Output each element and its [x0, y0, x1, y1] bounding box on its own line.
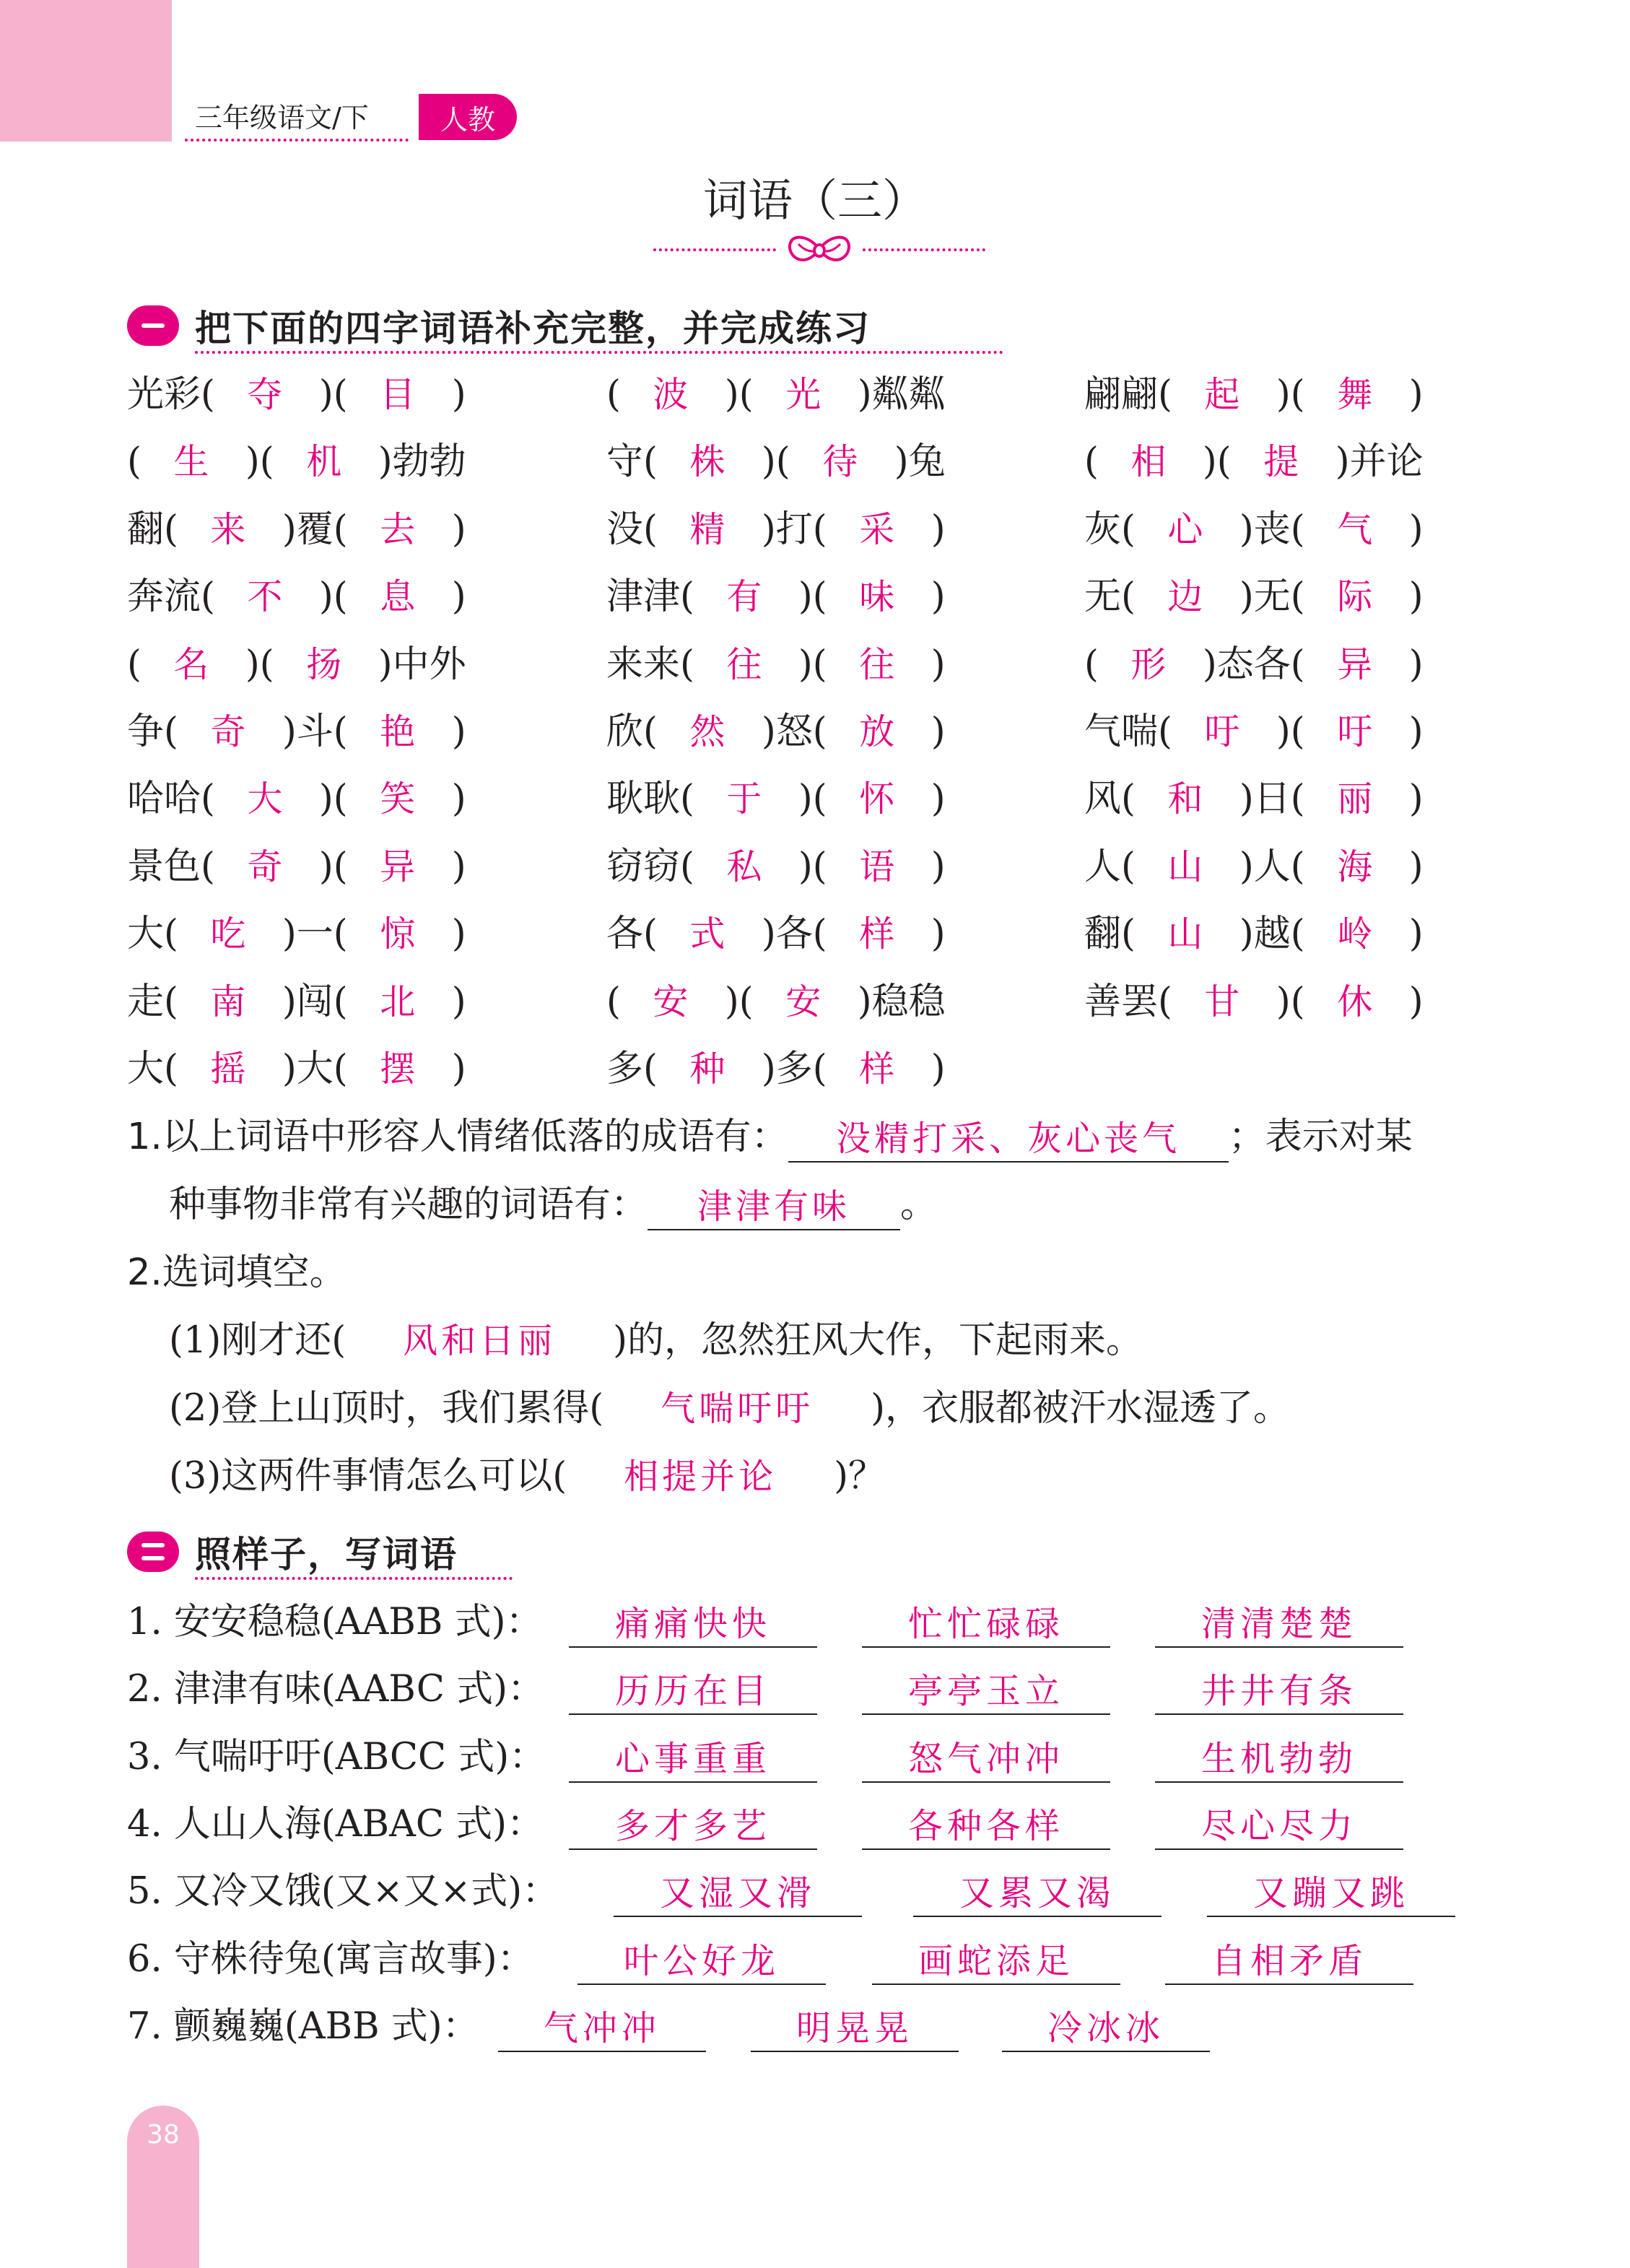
idiom-fill: 有: [726, 576, 767, 618]
idiom-text: 光彩(: [127, 373, 215, 416]
pattern-answer: 亭亭玉立: [862, 1669, 1110, 1715]
idiom-fill: 形: [1130, 643, 1171, 685]
section-1-underline: [195, 351, 1003, 354]
question-2-item-1-prefix: (1)刚才还(: [169, 1319, 347, 1362]
idiom-fill: 往: [726, 643, 767, 685]
idiom-text: ): [451, 373, 466, 416]
idiom-text: )日(: [1239, 778, 1305, 821]
question-2-number: 2.: [127, 1251, 162, 1294]
pattern-answer: 多才多艺: [569, 1804, 817, 1850]
idiom-text: ): [1408, 575, 1424, 619]
idiom-text: )越(: [1239, 913, 1305, 956]
idiom-text: )(: [798, 778, 827, 821]
idiom-fill: 惊: [380, 913, 420, 955]
idiom-text: )(: [318, 845, 348, 888]
idiom-fill: 于: [726, 778, 767, 820]
idiom-fill: 放: [859, 711, 899, 752]
idiom-item: [127, 774, 466, 825]
idiom-item: [606, 977, 946, 1027]
idiom-text: ): [1408, 980, 1424, 1023]
idiom-item: [1084, 707, 1424, 757]
idiom-item: [1084, 909, 1424, 960]
idiom-fill: 心: [1167, 508, 1208, 550]
idiom-fill: 奇: [210, 711, 250, 752]
idiom-text: 景色(: [127, 845, 215, 888]
question-2-heading: [127, 1248, 347, 1298]
question-2-item-2-answer: 气喘吁吁: [661, 1389, 814, 1429]
idiom-fill: 待: [822, 441, 863, 483]
pattern-answer: 气冲冲: [498, 2006, 706, 2052]
idiom-item: [606, 437, 946, 487]
idiom-fill: 来: [210, 508, 250, 550]
idiom-item: [127, 842, 466, 892]
idiom-text: 大(: [127, 1048, 178, 1090]
question-1-line-1: [127, 1112, 1413, 1163]
idiom-item: [606, 707, 946, 757]
idiom-fill: 甘: [1204, 981, 1245, 1022]
idiom-text: )斗(: [282, 711, 348, 753]
question-2-item-1-suffix: )的，忽然狂风大作，下起雨来。: [613, 1319, 1143, 1362]
idiom-item: [1084, 505, 1424, 555]
idiom-text: ): [451, 913, 466, 956]
idiom-fill: 波: [653, 374, 693, 415]
question-2-item-1: [169, 1316, 1143, 1366]
idiom-item: [127, 572, 466, 622]
idiom-text: )(: [1276, 373, 1305, 416]
idiom-text: )兔: [894, 440, 946, 484]
question-2-item-3-suffix: )？: [834, 1455, 886, 1498]
idiom-text: 人(: [1084, 845, 1136, 888]
question-1-number: 1.: [127, 1116, 162, 1158]
idiom-text: )无(: [1239, 575, 1305, 619]
header-divider: [185, 139, 409, 142]
pattern-answer: 自相矛盾: [1165, 1939, 1413, 1985]
idiom-text: )(: [318, 778, 348, 821]
idiom-text: )大(: [282, 1048, 348, 1090]
idiom-fill: 山: [1167, 846, 1208, 887]
idiom-fill: 异: [1337, 643, 1377, 685]
idiom-text: )(: [318, 575, 348, 619]
idiom-text: )勃勃: [378, 440, 466, 484]
idiom-fill: 怀: [859, 778, 899, 820]
pattern-answer: 生机勃勃: [1155, 1737, 1403, 1783]
idiom-text: 争(: [127, 711, 178, 753]
pattern-answer: 清清楚楚: [1155, 1602, 1403, 1648]
idiom-text: 多(: [606, 1048, 658, 1090]
idiom-text: )稳稳: [857, 980, 946, 1023]
idiom-fill: 山: [1167, 913, 1208, 955]
pattern-answer: 痛痛快快: [569, 1602, 817, 1648]
idiom-fill: 海: [1337, 846, 1377, 887]
idiom-text: (: [1084, 643, 1099, 686]
idiom-text: 灰(: [1084, 508, 1136, 551]
idiom-text: ): [451, 845, 466, 888]
idiom-fill: 摇: [210, 1048, 250, 1090]
idiom-fill: 提: [1263, 441, 1304, 483]
idiom-fill: 吃: [210, 913, 250, 955]
question-2-item-3-prefix: (3)这两件事情怎么可以(: [169, 1455, 567, 1498]
idiom-item: [606, 774, 946, 825]
idiom-fill: 夺: [247, 374, 287, 415]
idiom-item: [1084, 842, 1424, 892]
idiom-fill: 样: [859, 913, 899, 955]
idiom-item: [127, 707, 466, 757]
idiom-item: [606, 505, 946, 555]
idiom-text: 走(: [127, 980, 178, 1023]
idiom-fill: 丽: [1337, 778, 1377, 820]
pattern-label: 3. 气喘吁吁(ABCC 式)：: [127, 1735, 546, 1778]
idiom-text: )丧(: [1239, 508, 1305, 551]
idiom-fill: 名: [173, 643, 214, 685]
idiom-text: ): [451, 711, 466, 753]
idiom-fill: 奇: [247, 846, 287, 887]
pattern-answer: 叶公好龙: [578, 1939, 826, 1985]
idiom-item: [1084, 370, 1424, 420]
pattern-label: 2. 津津有味(AABC 式)：: [127, 1668, 544, 1711]
idiom-text: 没(: [606, 508, 658, 551]
idiom-item: [606, 640, 946, 690]
idiom-fill: 语: [859, 846, 899, 887]
pattern-answer: 画蛇添足: [872, 1939, 1120, 1985]
idiom-fill: 样: [859, 1048, 899, 1090]
page-title: 词语（三）: [702, 174, 927, 227]
idiom-item: [1084, 977, 1424, 1027]
idiom-fill: 和: [1167, 778, 1208, 820]
idiom-item: [1084, 437, 1424, 487]
idiom-item: [1084, 640, 1424, 690]
idiom-text: )(: [1202, 440, 1232, 484]
idiom-text: 风(: [1084, 778, 1136, 821]
idiom-fill: 光: [785, 374, 826, 415]
idiom-fill: 采: [859, 508, 899, 550]
idiom-fill: 起: [1204, 374, 1245, 415]
idiom-text: (: [127, 440, 141, 484]
idiom-text: ): [931, 845, 946, 888]
pattern-answer: 忙忙碌碌: [862, 1602, 1110, 1648]
idiom-text: )(: [724, 373, 754, 416]
idiom-text: 各(: [606, 913, 658, 956]
idiom-text: (: [127, 643, 141, 686]
section-2-badge: [127, 1531, 179, 1572]
idiom-text: )(: [245, 643, 274, 686]
section-1-badge: [127, 305, 179, 346]
idiom-item: [127, 505, 466, 555]
idiom-text: )人(: [1239, 845, 1305, 888]
idiom-item: [606, 842, 946, 892]
idiom-text: )怒(: [761, 711, 827, 753]
idiom-text: 欣(: [606, 711, 658, 753]
idiom-fill: 生: [173, 441, 214, 483]
idiom-text: 无(: [1084, 575, 1136, 619]
bow-icon: [785, 231, 853, 269]
idiom-fill: 艳: [380, 711, 420, 752]
idiom-text: )(: [798, 575, 827, 619]
idiom-fill: 种: [689, 1048, 730, 1090]
section-2-title: 照样子，写词语: [195, 1534, 458, 1576]
idiom-text: )打(: [761, 508, 827, 551]
question-1-answer-2: 津津有味: [648, 1184, 900, 1230]
idiom-fill: 休: [1337, 981, 1377, 1022]
idiom-text: 哈哈(: [127, 778, 215, 821]
idiom-fill: 摆: [380, 1048, 420, 1090]
idiom-fill: 安: [785, 981, 826, 1022]
pattern-label: 6. 守株待兔(寓言故事)：: [127, 1937, 534, 1981]
section-1-header: [127, 300, 871, 351]
idiom-item: [127, 1044, 466, 1095]
idiom-text: ): [451, 508, 466, 551]
idiom-text: )闯(: [282, 980, 348, 1023]
idiom-fill: 目: [380, 374, 420, 415]
idiom-fill: 息: [380, 576, 420, 618]
pattern-answer: 冷冰冰: [1002, 2006, 1210, 2052]
idiom-text: 窃窃(: [606, 845, 694, 888]
idiom-fill: 南: [210, 981, 250, 1022]
idiom-text: )(: [1276, 711, 1305, 753]
idiom-text: ): [931, 711, 946, 753]
question-1-line-2: [169, 1180, 937, 1230]
idiom-fill: 异: [380, 846, 420, 887]
idiom-text: )(: [318, 373, 348, 416]
idiom-text: )覆(: [282, 508, 348, 551]
pattern-label: 1. 安安稳稳(AABB 式)：: [127, 1601, 543, 1643]
idiom-item: [1084, 774, 1424, 825]
pattern-answer: 又蹦又跳: [1207, 1871, 1455, 1917]
idiom-fill: 气: [1337, 508, 1377, 550]
pattern-answer: 又湿又滑: [614, 1871, 862, 1917]
idiom-text: ): [1408, 643, 1424, 686]
idiom-text: )(: [798, 845, 827, 888]
idiom-text: )(: [1276, 980, 1305, 1023]
idiom-text: ): [451, 575, 466, 619]
question-2-text: 选词填空。: [162, 1251, 347, 1294]
idiom-fill: 北: [380, 981, 420, 1022]
idiom-text: 奔流(: [127, 575, 215, 619]
idiom-fill: 然: [689, 711, 730, 752]
pattern-answer: 明晃晃: [751, 2006, 959, 2052]
idiom-item: [606, 909, 946, 960]
idiom-fill: 舞: [1337, 374, 1377, 415]
idiom-text: (: [606, 373, 621, 416]
idiom-fill: 笑: [380, 778, 420, 820]
idiom-fill: 安: [653, 981, 693, 1022]
idiom-text: 守(: [606, 440, 658, 484]
idiom-fill: 边: [1167, 576, 1208, 618]
idiom-text: 翩翩(: [1084, 373, 1172, 416]
idiom-fill: 岭: [1337, 913, 1377, 955]
idiom-text: )(: [798, 643, 827, 686]
question-2-item-2-prefix: (2)登上山顶时，我们累得(: [169, 1387, 604, 1430]
pattern-answer: 心事重重: [569, 1737, 817, 1783]
question-1-text-2: 种事物非常有兴趣的词语有：: [169, 1183, 648, 1226]
idiom-text: ): [1408, 508, 1424, 551]
idiom-text: )多(: [761, 1048, 827, 1090]
idiom-fill: 际: [1337, 576, 1377, 618]
question-1-text: 以上词语中形容人情绪低落的成语有：: [162, 1116, 788, 1158]
idiom-text: ): [931, 778, 946, 821]
pattern-label: 4. 人山人海(ABAC 式)：: [127, 1802, 544, 1846]
idiom-fill: 相: [1130, 441, 1171, 483]
pattern-label: 5. 又冷又饿(又×又×式)：: [127, 1870, 559, 1913]
idiom-fill: 去: [380, 508, 420, 550]
idiom-fill: 往: [859, 643, 899, 685]
idiom-fill: 私: [726, 846, 767, 887]
grade-subject-label: 三年级语文/下: [195, 102, 369, 134]
pattern-answer: 又累又渴: [913, 1871, 1162, 1917]
pattern-answer: 怒气冲冲: [862, 1737, 1110, 1783]
idiom-text: ): [451, 1048, 466, 1090]
section-2-underline: [195, 1577, 513, 1580]
idiom-item: [1084, 572, 1424, 622]
idiom-text: ): [931, 508, 946, 551]
idiom-fill: 式: [689, 913, 730, 955]
idiom-item: [127, 437, 466, 487]
idiom-text: )态各(: [1202, 643, 1305, 686]
section-1-title: 把下面的四字词语补充完整，并完成练习: [195, 308, 871, 349]
idiom-text: ): [451, 980, 466, 1023]
question-2-item-1-answer: 风和日丽: [403, 1321, 557, 1361]
idiom-text: ): [1408, 711, 1424, 753]
pattern-answer: 历历在目: [569, 1669, 817, 1715]
idiom-text: (: [606, 980, 621, 1023]
idiom-text: ): [1408, 845, 1424, 888]
pattern-label: 7. 颤巍巍(ABB 式)：: [127, 2004, 479, 2048]
question-1-end: 。: [900, 1183, 938, 1226]
idiom-fill: 机: [306, 441, 347, 483]
idiom-text: 津津(: [606, 575, 694, 619]
idiom-item: [127, 909, 466, 960]
idiom-text: 善罢(: [1084, 980, 1172, 1023]
pattern-answer: 各种各样: [862, 1804, 1110, 1850]
idiom-item: [127, 370, 466, 420]
idiom-text: )各(: [761, 913, 827, 956]
idiom-text: ): [1408, 778, 1424, 821]
idiom-text: ): [1408, 913, 1424, 956]
section-2-header: [127, 1526, 458, 1577]
idiom-item: [606, 370, 946, 420]
idiom-fill: 大: [247, 778, 287, 820]
idiom-text: (: [1084, 440, 1099, 484]
idiom-text: )一(: [282, 913, 348, 956]
idiom-fill: 精: [689, 508, 730, 550]
idiom-text: )中外: [378, 643, 466, 686]
idiom-text: ): [451, 778, 466, 821]
idiom-item: [127, 977, 466, 1027]
idiom-item: [127, 640, 466, 690]
idiom-fill: 株: [689, 441, 730, 483]
corner-tab: [0, 0, 172, 142]
idiom-text: ): [1408, 373, 1424, 416]
idiom-text: ): [931, 575, 946, 619]
idiom-text: )(: [761, 440, 790, 484]
question-2-item-3-answer: 相提并论: [624, 1456, 777, 1497]
idiom-text: ): [931, 913, 946, 956]
idiom-item: [606, 572, 946, 622]
idiom-text: )粼粼: [857, 373, 946, 416]
idiom-text: ): [931, 1048, 946, 1090]
idiom-fill: 不: [247, 576, 287, 618]
idiom-fill: 扬: [306, 643, 347, 685]
idiom-fill: 味: [859, 576, 899, 618]
idiom-text: 翻(: [1084, 913, 1136, 956]
question-1-text-cont: ；表示对某: [1228, 1116, 1413, 1158]
question-2-item-2: [169, 1383, 1290, 1434]
pattern-answer: 井井有条: [1155, 1669, 1403, 1715]
idiom-text: )(: [245, 440, 274, 484]
pattern-answer: 尽心尽力: [1155, 1804, 1403, 1850]
edition-badge: 人教: [419, 94, 517, 140]
question-2-item-2-suffix: )，衣服都被汗水湿透了。: [871, 1387, 1291, 1430]
idiom-text: 耿耿(: [606, 778, 694, 821]
idiom-text: 大(: [127, 913, 178, 956]
title-decoration: [653, 231, 985, 269]
idiom-text: )并论: [1335, 440, 1424, 484]
idiom-text: 翻(: [127, 508, 178, 551]
idiom-text: 来来(: [606, 643, 694, 686]
idiom-text: 气喘(: [1084, 711, 1172, 753]
question-2-item-3: [169, 1451, 885, 1502]
idiom-fill: 吁: [1204, 711, 1245, 752]
idiom-text: ): [931, 643, 946, 686]
page-number: 38: [147, 2120, 180, 2150]
idiom-item: [606, 1044, 946, 1095]
idiom-fill: 吁: [1337, 711, 1377, 752]
idiom-text: )(: [724, 980, 754, 1023]
question-1-answer-1: 没精打采、灰心丧气: [788, 1116, 1229, 1163]
